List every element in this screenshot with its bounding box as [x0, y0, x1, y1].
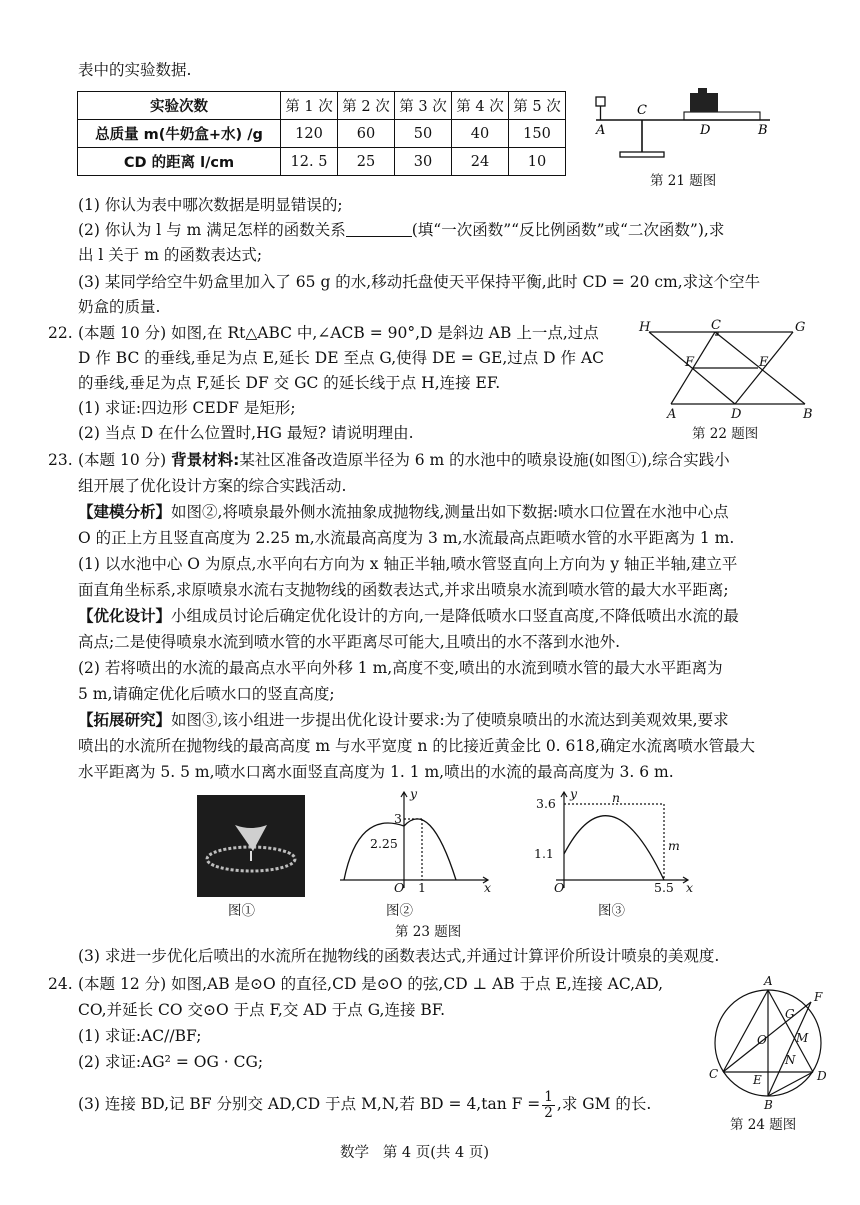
axis-x-label: x — [484, 880, 492, 895]
label-o: O — [757, 1033, 767, 1047]
label-a: A — [667, 407, 677, 420]
table-cell: 24 — [452, 148, 509, 176]
table-cell: 10 — [509, 148, 566, 176]
table-cell: 12. 5 — [281, 148, 338, 176]
q23-background-tag: 背景材料: — [171, 451, 240, 469]
figure-1-caption: 图① — [228, 903, 255, 919]
fraction-denominator: 2 — [544, 1104, 553, 1121]
answer-blank — [346, 222, 412, 237]
label-g: G — [785, 1007, 795, 1021]
q23-line12: 喷出的水流所在抛物线的最高高度 m 与水平宽度 n 的比接近黄金比 0. 618,确定水流离喷水管最大 — [78, 737, 756, 755]
figure-2-caption: 图② — [386, 903, 413, 919]
label-d: D — [731, 407, 742, 420]
label-b: B — [758, 123, 768, 138]
q22-line2: D 作 BC 的垂线,垂足为点 E,延长 DE 至点 G,使得 DE = GE,过点 D 作 AC — [78, 349, 605, 367]
height-m-label: m — [668, 838, 680, 853]
table-cell: 30 — [395, 148, 452, 176]
q21-part3-cont: 奶盒的质量. — [78, 298, 161, 316]
label-d: D — [700, 123, 711, 138]
q23-part2-cont: 5 m,请确定优化后喷水口的竖直高度; — [78, 685, 335, 703]
q21-part2-hint: (填“一次函数”“反比例函数”或“二次函数”),求 — [411, 221, 725, 239]
label-h: H — [639, 320, 651, 335]
label-n: N — [785, 1053, 796, 1067]
q23-part1: (1) 以水池中心 O 为原点,水平向右方向为 x 轴正半轴,喷水管竖直向上方向为 y 轴正半轴,建立平 — [78, 555, 738, 573]
experiment-table — [77, 91, 566, 176]
figure-23-caption: 第 23 题图 — [395, 924, 462, 940]
q23-part2: (2) 若将喷出的水流的最高点水平向外移 1 m,高度不变,喷出的水流到喷水管的最大水平距离为 — [78, 659, 723, 677]
axis-x-label: x — [686, 880, 694, 895]
figure-22-geometry — [635, 318, 825, 420]
q23-part1-cont: 面直角坐标系,求原喷泉水流右支抛物线的函数表达式,并求出喷泉水流到喷水管的最大水平距离; — [78, 581, 729, 599]
label-a: A — [596, 123, 606, 138]
table-cell: 120 — [281, 120, 338, 148]
origin-label: O — [554, 880, 565, 895]
q24-part1: (1) 求证:AC//BF; — [78, 1027, 202, 1045]
figure-3-parabola — [528, 788, 703, 898]
table-row-label: 总质量 m(牛奶盒+水) /g — [78, 120, 281, 148]
label-a: A — [764, 974, 773, 988]
table-row — [78, 120, 566, 148]
q22-part2: (2) 当点 D 在什么位置时,HG 最短? 请说明理由. — [78, 424, 414, 442]
q23-line3 — [78, 502, 729, 522]
label-g: G — [795, 320, 806, 335]
tick-2-25: 2.25 — [370, 836, 398, 851]
q22-line3: 的垂线,垂足为点 F,延长 DF 交 GC 的延长线于点 H,连接 EF. — [78, 374, 501, 392]
q23-line11 — [78, 710, 729, 730]
q23-line4: O 的正上方且竖直高度为 2.25 m,水流最高高度为 3 m,水流最高点距喷水管的水平距离为 1 m. — [78, 529, 735, 547]
figure-22-caption: 第 22 题图 — [692, 426, 759, 442]
q22-line1: (本题 10 分) 如图,在 Rt△ABC 中,∠ACB = 90°,D 是斜边 AB 上一点,过点 — [78, 324, 599, 342]
label-b: B — [803, 407, 813, 420]
origin-label: O — [394, 880, 405, 895]
table-cell: 150 — [509, 120, 566, 148]
q21-part1: (1) 你认为表中哪次数据是明显错误的; — [78, 196, 343, 214]
q24-line1: (本题 12 分) 如图,AB 是⊙O 的直径,CD 是⊙O 的弦,CD ⊥ AB 于点 E,连接 AC,AD, — [78, 975, 664, 993]
table-header-cell: 第 4 次 — [452, 92, 509, 120]
modeling-tag: 【建模分析】 — [78, 503, 172, 521]
table-row — [78, 92, 566, 120]
table-header-cell: 第 2 次 — [338, 92, 395, 120]
width-n-label: n — [612, 790, 621, 805]
page-footer: 数学 第 4 页(共 4 页) — [340, 1145, 490, 1161]
label-c: C — [637, 103, 647, 118]
tick-1-1: 1.1 — [534, 846, 554, 861]
q21-part2 — [78, 220, 724, 240]
tick-3: 3 — [394, 811, 402, 826]
extension-tag: 【拓展研究】 — [78, 711, 172, 729]
intro-line: 表中的实验数据. — [78, 61, 192, 79]
q23-line7 — [78, 606, 739, 626]
q21-part3: (3) 某同学给空牛奶盒里加入了 65 g 的水,移动托盘使天平保持平衡,此时 CD = 20 cm,求这个空牛 — [78, 273, 761, 291]
label-d: D — [817, 1069, 827, 1083]
fraction-numerator: 1 — [544, 1088, 553, 1105]
figure-24-circle — [705, 972, 835, 1112]
q24-part3 — [78, 1088, 651, 1121]
table-header-cell: 第 3 次 — [395, 92, 452, 120]
figure-2-parabola — [330, 788, 500, 898]
label-e: E — [753, 1073, 762, 1087]
tick-3-6: 3.6 — [536, 796, 556, 811]
table-header-cell: 实验次数 — [78, 92, 281, 120]
q24-part2: (2) 求证:AG² = OG · CG; — [78, 1053, 264, 1071]
q23-line11-text: 如图③,该小组进一步提出优化设计要求:为了使喷泉喷出的水流达到美观效果,要求 — [171, 711, 729, 729]
label-f: F — [685, 355, 695, 370]
q23-line3-text: 如图②,将喷泉最外侧水流抽象成抛物线,测量出如下数据:喷水口位置在水池中心点 — [171, 503, 729, 521]
q24-part3-text: (3) 连接 BD,记 BF 分别交 AD,CD 于点 M,N,若 BD = 4,tan F = — [78, 1095, 541, 1113]
tick-1: 1 — [418, 880, 426, 895]
table-row-label: CD 的距离 l/cm — [78, 148, 281, 176]
q23-score: (本题 10 分) — [78, 451, 172, 469]
label-m: M — [796, 1031, 809, 1045]
q23-line2: 组开展了优化设计方案的综合实践活动. — [78, 477, 347, 495]
label-f: F — [814, 990, 823, 1004]
q22-part1: (1) 求证:四边形 CEDF 是矩形; — [78, 399, 296, 417]
table-row — [78, 148, 566, 176]
q23-line8: 高点;二是使得喷泉水流到喷水管的水平距离尽可能大,且喷出的水不落到水池外. — [78, 633, 621, 651]
q23-line1 — [78, 450, 730, 470]
figure-21-balance — [590, 84, 780, 176]
q22-number: 22. — [48, 324, 73, 342]
q23-line13: 水平距离为 5. 5 m,喷水口离水面竖直高度为 1. 1 m,喷出的水流的最高高度为 3. 6 m. — [78, 763, 674, 781]
q24-part3-tail: ,求 GM 的长. — [556, 1095, 652, 1113]
table-header-cell: 第 5 次 — [509, 92, 566, 120]
q23-part3: (3) 求进一步优化后喷出的水流所在抛物线的函数表达式,并通过计算评价所设计喷泉的美观度. — [78, 947, 720, 965]
label-b: B — [764, 1098, 773, 1112]
fountain-photo — [197, 795, 305, 897]
table-header-cell: 第 1 次 — [281, 92, 338, 120]
fraction-one-half — [542, 1090, 555, 1121]
q21-part2-cont: 出 l 关于 m 的函数表达式; — [78, 246, 263, 264]
label-e: E — [759, 355, 769, 370]
q23-number: 23. — [48, 451, 73, 469]
q21-part2-text: (2) 你认为 l 与 m 满足怎样的函数关系 — [78, 221, 346, 239]
tick-5-5: 5.5 — [654, 880, 674, 895]
figure-3-caption: 图③ — [598, 903, 625, 919]
q24-line2: CO,并延长 CO 交⊙O 于点 F,交 AD 于点 G,连接 BF. — [78, 1001, 446, 1019]
table-cell: 40 — [452, 120, 509, 148]
q23-line7-text: 小组成员讨论后确定优化设计的方向,一是降低喷水口竖直高度,不降低喷出水流的最 — [171, 607, 739, 625]
axis-y-label: y — [410, 788, 418, 801]
axis-y-label: y — [570, 788, 578, 801]
label-c: C — [711, 318, 721, 333]
q23-line1-text: 某社区准备改造原半径为 6 m 的水池中的喷泉设施(如图①),综合实践小 — [239, 451, 730, 469]
optimize-tag: 【优化设计】 — [78, 607, 172, 625]
figure-24-caption: 第 24 题图 — [730, 1117, 797, 1133]
label-c: C — [709, 1067, 719, 1081]
table-cell: 50 — [395, 120, 452, 148]
figure-21-caption: 第 21 题图 — [650, 173, 717, 189]
table-cell: 25 — [338, 148, 395, 176]
q24-number: 24. — [48, 975, 73, 993]
table-cell: 60 — [338, 120, 395, 148]
